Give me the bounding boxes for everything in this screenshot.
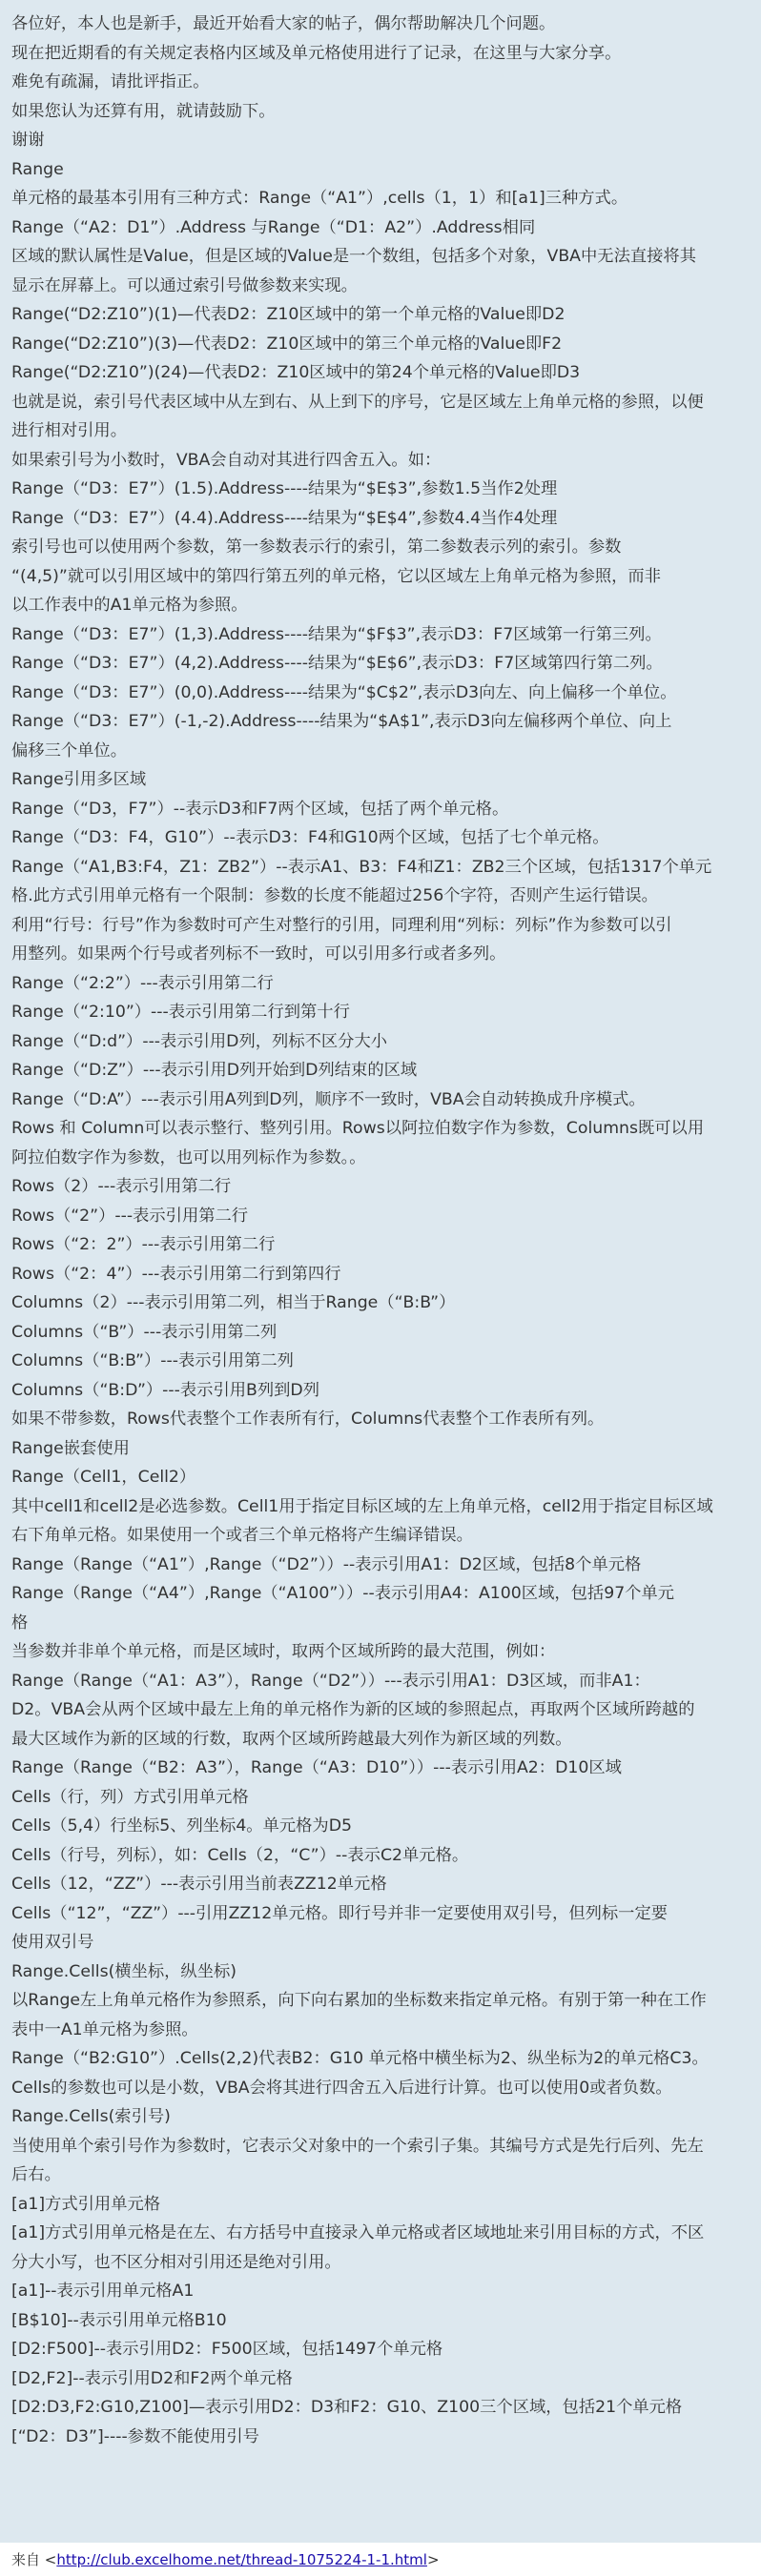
text-line: Range（“D:Z”）---表示引用D列开始到D列结束的区域 [11, 1061, 418, 1080]
text-line: 谢谢 [11, 131, 45, 150]
text-line: 显示在屏幕上。可以通过索引号做参数来实现。 [11, 275, 358, 295]
text-line: Columns（“B”）---表示引用第二列 [11, 1322, 278, 1342]
text-line: 也就是说，索引号代表区域中从左到右、从上到下的序号，它是区域左上角单元格的参照，以便 [11, 392, 704, 412]
text-line: Range（“2:2”）---表示引用第二行 [11, 973, 274, 993]
text-line: Range引用多区域 [11, 770, 147, 789]
footer-prefix: 来自 < [11, 2551, 57, 2568]
text-line: 索引号也可以使用两个参数，第一参数表示行的索引，第二参数表示列的索引。参数 [11, 538, 622, 557]
text-line: 阿拉伯数字作为参数，也可以用列标作为参数。。 [11, 1147, 366, 1167]
text-line: D2。VBA会从两个区域中最左上角的单元格作为新的区域的参照起点，再取两个区域所跨越的 [11, 1700, 695, 1719]
text-line: Rows（2）---表示引用第二行 [11, 1177, 232, 1196]
text-line: Range.Cells(横坐标，纵坐标) [11, 1961, 237, 1981]
text-line: Rows（“2：4”）---表示引用第二行到第四行 [11, 1264, 341, 1284]
text-line: 如果索引号为小数时，VBA会自动对其进行四舍五入。如： [11, 450, 442, 470]
text-line: 各位好，本人也是新手，最近开始看大家的帖子，偶尔帮助解决几个问题。 [11, 14, 556, 33]
text-line: Cells（12，“ZZ”）---表示引用当前表ZZ12单元格 [11, 1875, 387, 1894]
text-line: Range（“2:10”）---表示引用第二行到第十行 [11, 1003, 350, 1022]
text-line: [a1]方式引用单元格 [11, 2194, 161, 2214]
text-line: 现在把近期看的有关规定表格内区域及单元格使用进行了记录，在这里与大家分享。 [11, 43, 622, 63]
text-line: Range（“D3：E7”）(1.5).Address----结果为“$E$3”,参数1.5当作2处理 [11, 479, 558, 498]
text-line: Range（“D3：E7”）(4,2).Address----结果为“$E$6”,表示D3：F7区域第四行第二列。 [11, 654, 663, 673]
text-line: 使用双引号 [11, 1933, 94, 1952]
text-line: 格 [11, 1613, 29, 1633]
text-line: Range（“D3：F4，G10”）--表示D3：F4和G10两个区域，包括了七个单元格。 [11, 828, 609, 847]
text-line: 进行相对引用。 [11, 421, 127, 440]
text-line: [“D2：D3”]----参数不能使用引号 [11, 2426, 259, 2446]
source-link[interactable]: http://club.excelhome.net/thread-1075224-1-1.html [56, 2551, 427, 2568]
text-line: Columns（2）---表示引用第二列，相当于Range（“B:B”） [11, 1293, 456, 1312]
text-line: Range（“B2:G10”）.Cells(2,2)代表B2：G10 单元格中横坐标为2、纵坐标为2的单元格C3。 [11, 2049, 709, 2068]
text-line: Range（“D3：E7”）(-1,-2).Address----结果为“$A$1”,表示D3向左偏移两个单位、向上 [11, 712, 672, 731]
text-line: Range（“D3：E7”）(0,0).Address----结果为“$C$2”,表示D3向左、向上偏移一个单位。 [11, 682, 677, 702]
text-line: 用整列。如果两个行号或者列标不一致时，可以引用多行或者多列。 [11, 944, 506, 963]
text-line: 分大小写，也不区分相对引用还是绝对引用。 [11, 2252, 341, 2272]
text-line: [D2:D3,F2:G10,Z100]—表示引用D2：D3和F2：G10、Z100三个区域，包括21个单元格 [11, 2398, 683, 2417]
text-line: 以工作表中的A1单元格为参照。 [11, 596, 248, 615]
text-line: Range（“D3：E7”）(1,3).Address----结果为“$F$3”,表示D3：F7区域第一行第三列。 [11, 624, 662, 644]
text-line: Range嵌套使用 [11, 1438, 130, 1458]
text-line: [a1]--表示引用单元格A1 [11, 2282, 195, 2301]
text-line: 最大区域作为新的区域的行数，取两个区域所跨越最大列作为新区域的列数。 [11, 1729, 572, 1749]
text-line: Cells的参数也可以是小数，VBA会将其进行四舍五入后进行计算。也可以使用0或者负数。 [11, 2078, 672, 2098]
text-line: Cells（行号，列标），如：Cells（2，“C”）--表示C2单元格。 [11, 1845, 469, 1865]
text-line: Range [11, 159, 64, 179]
text-line: 其中cell1和cell2是必选参数。Cell1用于指定目标区域的左上角单元格，cell2用于指定目标区域 [11, 1496, 713, 1516]
text-line: Range(“D2:Z10”)(3)—代表D2：Z10区域中的第三个单元格的Value即F2 [11, 334, 563, 354]
text-line: Range（“D3：E7”）(4.4).Address----结果为“$E$4”,参数4.4当作4处理 [11, 508, 558, 528]
text-line: Range(“D2:Z10”)(24)—代表D2：Z10区域中的第24个单元格的Value即D3 [11, 363, 581, 382]
text-line: [D2,F2]--表示引用D2和F2两个单元格 [11, 2368, 293, 2388]
text-line: Range（Range（“A4”）,Range（“A100”））--表示引用A4：A100区域，包括97个单元 [11, 1584, 675, 1603]
text-line: 难免有疏漏，请批评指正。 [11, 72, 210, 91]
text-line: Rows（“2”）---表示引用第二行 [11, 1206, 249, 1226]
text-line: Range（“D:d”）---表示引用D列，列标不区分大小 [11, 1031, 388, 1051]
text-line: Range(“D2:Z10”)(1)—代表D2：Z10区域中的第一个单元格的Value即D2 [11, 305, 566, 324]
footer-suffix: > [426, 2551, 440, 2568]
text-line: Range（Range（“B2：A3”），Range（“A3：D10”））---表示引用A2：D10区域 [11, 1758, 622, 1777]
text-line: Range（Range（“A1：A3”），Range（“D2”））---表示引用A1：D3区域，而非A1： [11, 1671, 650, 1691]
text-line: 以Range左上角单元格作为参照系，向下向右累加的坐标数来指定单元格。有别于第一种在工作 [11, 1991, 707, 2010]
text-line: 区域的默认属性是Value，但是区域的Value是一个数组，包括多个对象，VBA中无法直接将其 [11, 247, 696, 266]
text-line: Cells（“12”，“ZZ”）---引用ZZ12单元格。即行号并非一定要使用双引号，但列标一定要 [11, 1903, 668, 1923]
text-line: “(4,5)”就可以引用区域中的第四行第五列的单元格，它以区域左上角单元格为参照，而非 [11, 566, 661, 586]
text-line: Range（“D:A”）---表示引用A列到D列，顺序不一致时，VBA会自动转换成升序模式。 [11, 1089, 646, 1109]
text-line: 当使用单个索引号作为参数时，它表示父对象中的一个索引子集。其编号方式是先行后列、先左 [11, 2136, 704, 2156]
text-line: [B$10]--表示引用单元格B10 [11, 2310, 227, 2330]
text-line: 表中一A1单元格为参照。 [11, 2019, 198, 2039]
source-footer [11, 2550, 440, 2569]
text-line: 右下角单元格。如果使用一个或者三个单元格将产生编译错误。 [11, 1526, 473, 1545]
text-line: Columns（“B:B”）---表示引用第二列 [11, 1351, 294, 1370]
text-line: 后右。 [11, 2165, 61, 2184]
text-line: 利用“行号：行号”作为参数时可产生对整行的引用，同理利用“列标：列标”作为参数可以引 [11, 915, 672, 935]
text-line: Rows（“2：2”）---表示引用第二行 [11, 1235, 276, 1254]
text-line: Cells（5,4）行坐标5、列坐标4。单元格为D5 [11, 1816, 353, 1836]
text-line: 单元格的最基本引用有三种方式：Range（“A1”）,cells（1，1）和[a1]三种方式。 [11, 189, 628, 208]
text-line: [D2:F500]--表示引用D2：F500区域，包括1497个单元格 [11, 2340, 443, 2359]
text-line: Range（“D3，F7”）--表示D3和F7两个区域，包括了两个单元格。 [11, 799, 509, 819]
text-line: Range（“A2：D1”）.Address 与Range（“D1：A2”）.Address相同 [11, 217, 536, 237]
text-line: Range（Range（“A1”）,Range（“D2”））--表示引用A1：D2区域，包括8个单元格 [11, 1554, 642, 1574]
text-line: Range（Cell1，Cell2） [11, 1468, 196, 1487]
text-line: Columns（“B:D”）---表示引用B列到D列 [11, 1380, 320, 1400]
text-line: 格.此方式引用单元格有一个限制：参数的长度不能超过256个字符，否则产生运行错误。 [11, 886, 658, 905]
text-line: Range（“A1,B3:F4，Z1：ZB2”）--表示A1、B3：F4和Z1：ZB2三个区域，包括1317个单元 [11, 857, 712, 877]
text-line: [a1]方式引用单元格是在左、右方括号中直接录入单元格或者区域地址来引用目标的方式，不区 [11, 2223, 705, 2242]
text-line: 如果不带参数，Rows代表整个工作表所有行，Columns代表整个工作表所有列。 [11, 1410, 605, 1429]
text-line: 当参数并非单个单元格，而是区域时，取两个区域所跨的最大范围，例如： [11, 1642, 556, 1661]
text-line: Rows 和 Column可以表示整行、整列引用。Rows以阿拉伯数字作为参数，Columns既可以用 [11, 1119, 705, 1138]
text-line: 如果您认为还算有用，就请鼓励下。 [11, 101, 276, 121]
text-line: Cells（行，列）方式引用单元格 [11, 1787, 249, 1807]
text-line: Range.Cells(索引号) [11, 2107, 171, 2126]
text-line: 偏移三个单位。 [11, 740, 127, 761]
